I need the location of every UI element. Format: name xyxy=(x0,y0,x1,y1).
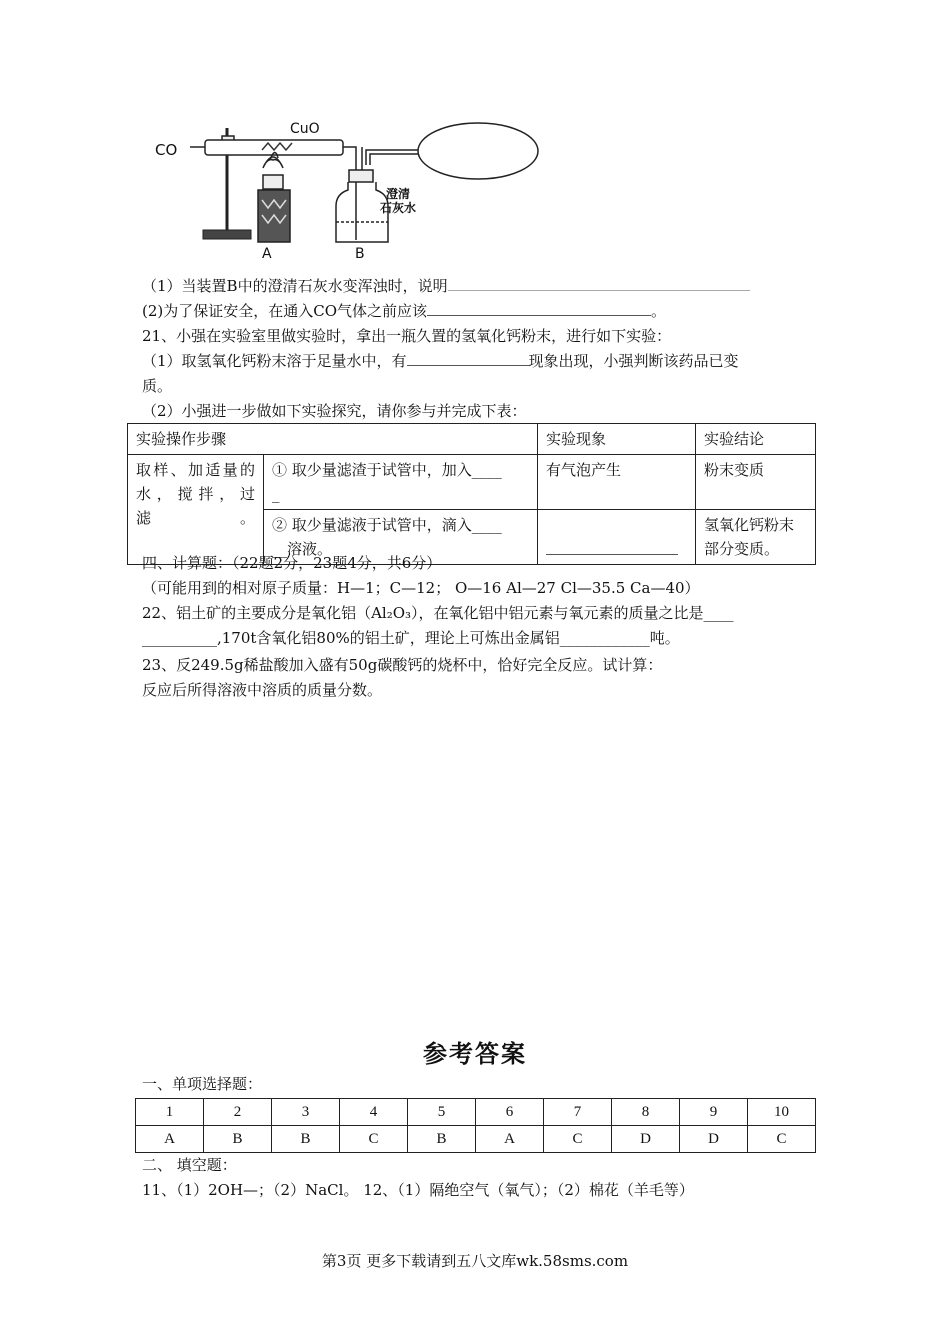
answer-number-cell: 5 xyxy=(408,1099,476,1126)
q21-intro: 21、小强在实验室里做实验时，拿出一瓶久置的氢氧化钙粉末，进行如下实验： xyxy=(142,327,672,345)
alcohol-burner xyxy=(258,152,290,242)
row1-conclusion: 粉末变质 xyxy=(696,455,816,510)
q20-blank1[interactable] xyxy=(448,276,750,291)
q21-part1-cont: 质。 xyxy=(142,377,173,395)
answer-letter-cell: C xyxy=(340,1126,408,1153)
label-a: A xyxy=(262,246,272,262)
header-phenomenon: 实验现象 xyxy=(538,424,696,455)
q21-part2: （2）小强进一步做如下实验探究，请你参与并完成下表： xyxy=(142,402,527,420)
row2-conclusion: 氢氧化钙粉末部分变质。 xyxy=(696,510,816,565)
table-row xyxy=(128,424,816,455)
q21-part1: （1）取氢氧化钙粉末溶于足量水中，有 现象出现，小强判断该药品已变 xyxy=(142,352,739,370)
answer-letter-cell: A xyxy=(136,1126,204,1153)
answers-title: 参考答案 xyxy=(423,1039,527,1068)
answer-letter-cell: B xyxy=(204,1126,272,1153)
label-bottle-line1: 澄清 xyxy=(386,187,411,201)
q20-blank2[interactable] xyxy=(427,301,651,316)
row2-phenomenon-blank[interactable] xyxy=(546,540,678,555)
experiment-table xyxy=(127,423,816,565)
answer-number-cell: 9 xyxy=(680,1099,748,1126)
answers-line11: 11、（1）2OH—；（2）NaCl。 12、（1）隔绝空气（氧气）；（2）棉花（羊毛等） xyxy=(142,1181,694,1199)
answer-letter-cell: B xyxy=(408,1126,476,1153)
row1-phenomenon: 有气泡产生 xyxy=(538,455,696,510)
row2-phenomenon[interactable] xyxy=(538,510,696,565)
q23-line2: 反应后所得溶液中溶质的质量分数。 xyxy=(142,681,383,699)
table-row xyxy=(136,1099,816,1126)
apparatus-diagram xyxy=(0,0,950,270)
answer-letter-cell: B xyxy=(272,1126,340,1153)
q23-line1: 23、反249.5g稀盐酸加入盛有50g碳酸钙的烧杯中，恰好完全反应。试计算： xyxy=(142,656,663,674)
section4-heading: 四、计算题：（22题2分，23题4分，共6分） xyxy=(142,554,442,572)
label-cuo: CuO xyxy=(290,121,320,137)
reaction-tube xyxy=(190,140,343,155)
answer-number-cell: 8 xyxy=(612,1099,680,1126)
header-operation: 实验操作步骤 xyxy=(128,424,538,455)
table-row xyxy=(128,455,816,510)
row1-step[interactable]: ① 取少量滤渣于试管中，加入____ _ xyxy=(264,455,538,510)
table-row xyxy=(136,1126,816,1153)
q21-blank1[interactable] xyxy=(407,351,529,366)
q20-line2: (2)为了保证安全，在通入CO气体之前应该 。 xyxy=(142,302,667,320)
answer-letter-cell: D xyxy=(680,1126,748,1153)
page-footer: 第3页 更多下载请到五八文库wk.58sms.com xyxy=(321,1252,629,1270)
q22-line1: 22、铝土矿的主要成分是氧化铝（Al₂O₃），在氧化铝中铝元素与氧元素的质量之比是____ xyxy=(142,604,734,622)
q22-line2: __________,170t含氧化铝80%的铝土矿，理论上可炼出金属铝____________吨。 xyxy=(142,629,680,647)
answer-letter-cell: D xyxy=(612,1126,680,1153)
answers-section1: 一、单项选择题： xyxy=(142,1075,263,1093)
gas-balloon xyxy=(418,123,538,179)
answer-number-cell: 4 xyxy=(340,1099,408,1126)
answer-table xyxy=(135,1098,816,1153)
answer-number-cell: 1 xyxy=(136,1099,204,1126)
answer-number-cell: 3 xyxy=(272,1099,340,1126)
operation-step: 取样、加适量的水，搅拌，过滤。 xyxy=(128,455,264,565)
answer-number-cell: 2 xyxy=(204,1099,272,1126)
label-bottle-line2: 石灰水 xyxy=(380,201,417,215)
answer-letter-cell: A xyxy=(476,1126,544,1153)
answer-letter-cell: C xyxy=(544,1126,612,1153)
label-co: CO xyxy=(155,141,178,159)
answer-number-cell: 7 xyxy=(544,1099,612,1126)
answers-section2: 二、 填空题： xyxy=(142,1156,237,1174)
q20-line1: （1）当装置B中的澄清石灰水变浑浊时，说明 xyxy=(142,276,750,296)
row2-step[interactable]: ② 取少量滤液于试管中，滴入____ __溶液。 xyxy=(264,510,538,565)
answer-letter-cell: C xyxy=(748,1126,816,1153)
answer-number-cell: 10 xyxy=(748,1099,816,1126)
header-conclusion: 实验结论 xyxy=(696,424,816,455)
answer-number-cell: 6 xyxy=(476,1099,544,1126)
section4-masses: （可能用到的相对原子质量：H—1；C—12； O—16 Al—27 Cl—35.5 Ca—40） xyxy=(142,579,700,597)
label-b: B xyxy=(355,246,365,262)
